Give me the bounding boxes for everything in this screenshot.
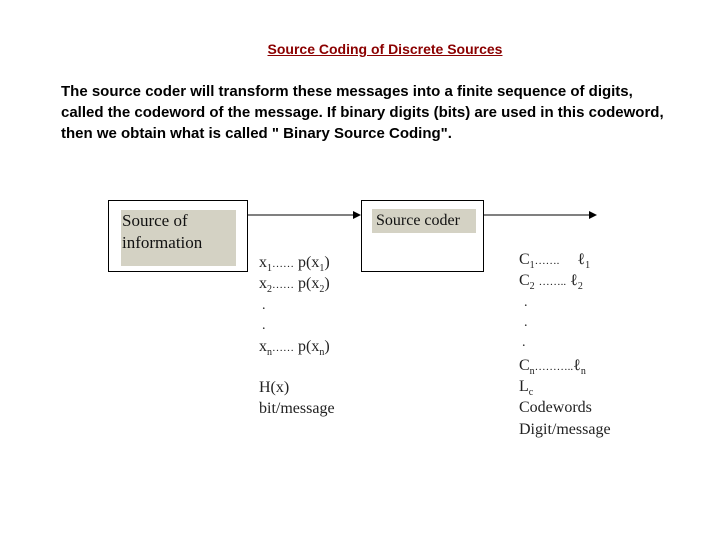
- entropy-label: H(x): [259, 379, 290, 396]
- source-box-line: information: [122, 233, 203, 252]
- average-length-label: $L_c$: [519, 378, 534, 399]
- ellipsis-dot: .: [524, 295, 528, 310]
- source-box-line: Source of: [122, 211, 188, 230]
- codewords-label: Codewords: [519, 399, 592, 416]
- symbol-row: $x_1\dots\dots$ $p(x_1)$: [259, 254, 330, 275]
- page-title: Source Coding of Discrete Sources: [267, 41, 503, 57]
- entropy-unit-label: bit/message: [259, 400, 335, 417]
- source-of-information-box: [108, 200, 248, 272]
- codeword-row: $C_2$ …….. ℓ$_2$: [519, 272, 583, 293]
- ellipsis-dot: .: [262, 298, 266, 313]
- source-coder-label: Source coder: [372, 209, 476, 233]
- codeword-row: $C_1\dots\dots$. ℓ$_1$: [519, 251, 591, 272]
- ellipsis-dot: .: [522, 335, 526, 350]
- codeword-row: $C_n\dots\dots\dots..\ell_n$: [519, 357, 586, 378]
- paragraph-line: The source coder will transform these messages into a finite sequence of digits,: [61, 83, 633, 100]
- digit-per-message-label: Digit/message: [519, 421, 611, 438]
- source-coder-box: [361, 200, 484, 272]
- symbol-row: $x_2\dots\dots$ $p(x_2)$: [259, 275, 330, 296]
- ellipsis-dot: .: [262, 318, 266, 333]
- ellipsis-dot: .: [524, 315, 528, 330]
- paragraph-line: then we obtain what is called " Binary Source Coding".: [61, 125, 452, 142]
- paragraph-line: called the codeword of the message. If binary digits (bits) are used in this codeword,: [61, 104, 664, 121]
- symbol-row: $x_n\dots\dots$ $p(x_n)$: [259, 338, 330, 359]
